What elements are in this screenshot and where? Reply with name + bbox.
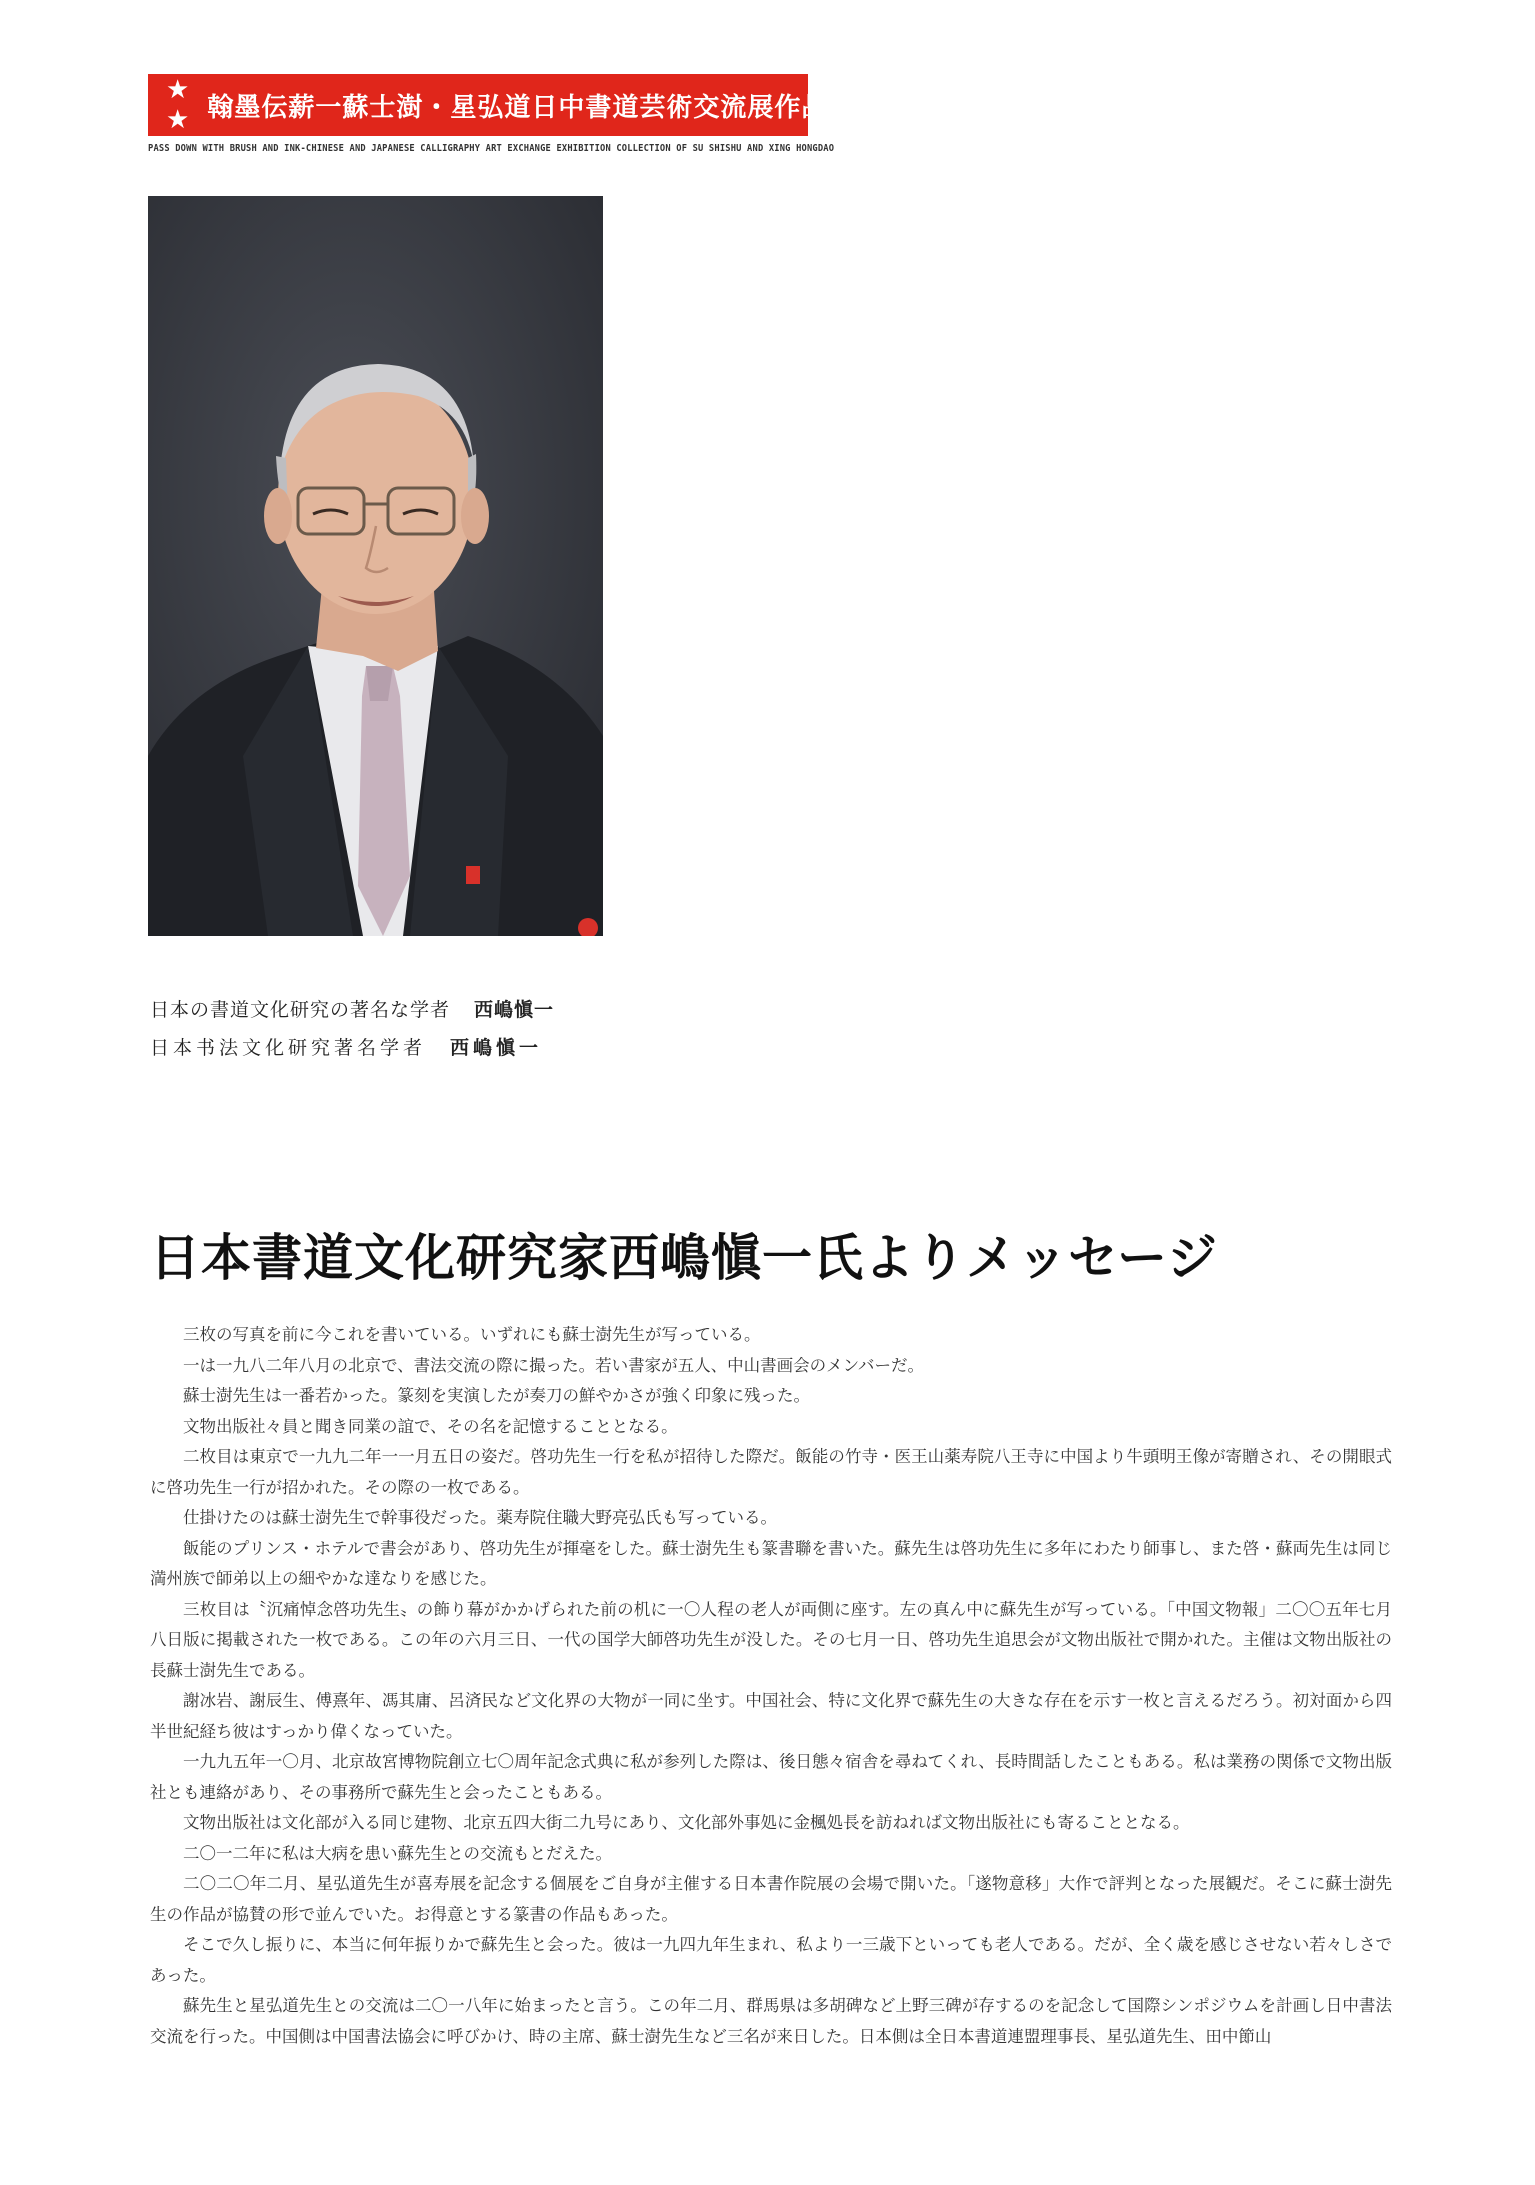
caption-name: 西嶋愼一 [474, 999, 555, 1021]
paragraph: 文物出版社は文化部が入る同じ建物、北京五四大街二九号にあり、文化部外事処に金楓処長を訪ねれば文物出版社にも寄ることとなる。 [183, 1813, 1190, 1832]
paragraph: 一は一九八二年八月の北京で、書法交流の際に撮った。若い書家が五人、中山書画会のメンバーだ。 [183, 1355, 925, 1375]
caption-role: 日本书法文化研究著名学者 [150, 1037, 427, 1059]
paragraph: 蘇士澍先生は一番若かった。篆刻を実演したが奏刀の鮮やかさが強く印象に残った。 [183, 1386, 810, 1405]
caption-chinese [150, 1033, 542, 1060]
article-heading: 日本書道文化研究家西嶋愼一氏よりメッセージ [150, 1228, 1218, 1287]
paragraph: そこで久し振りに、本当に何年振りかで蘇先生と会った。彼は一九四九年生まれ、私より一三歳下といっても老人である。だが、全く歳を感じさせない若々しさであった。 [150, 1935, 1392, 1985]
star-icon: ★ ★ [166, 75, 194, 135]
paragraph: 蘇先生と星弘道先生との交流は二〇一八年に始まったと言う。この年二月、群馬県は多胡碑など上野三碑が存するのを記念して国際シンポジウムを計画し日中書法交流を行った。中国側は中国書法協会に呼びかけ、時の主席、蘇士澍先生など三名が来日した。日本側は全日本書道連盟理事長、星弘道先生、田中節山 [150, 1996, 1392, 2046]
article-body [150, 1320, 1392, 2052]
paragraph: 二〇二〇年二月、星弘道先生が喜寿展を記念する個展をご自身が主催する日本書作院展の会場で開いた。「遂物意移」大作で評判となった展観だ。そこに蘇士澍先生の作品が協賛の形で並んでいた。お得意とする篆書の作品もあった。 [150, 1874, 1392, 1924]
book-title: 翰墨伝薪一蘇士澍・星弘道日中書道芸術交流展作品集 [207, 92, 856, 123]
portrait-illustration [148, 196, 603, 936]
paragraph: 謝冰岩、謝辰生、傅熹年、馮其庸、呂済民など文化界の大物が一同に坐す。中国社会、特に文化界で蘇先生の大きな存在を示す一枚と言えるだろう。初対面から四半世紀経ち彼はすっかり偉くなっていた。 [150, 1691, 1392, 1741]
paragraph: 文物出版社々員と聞き同業の誼で、その名を記憶することとなる。 [183, 1416, 678, 1436]
paragraph: 三枚目は〝沉痛悼念啓功先生〟の飾り幕がかかげられた前の机に一〇人程の老人が両側に座す。左の真ん中に蘇先生が写っている。「中国文物報」二〇〇五年七月八日版に掲載された一枚である。この年の六月三日、一代の国学大師啓功先生が没した。その七月一日、啓功先生追思会が文物出版社で開かれた。主催は文物出版社の長蘇士澍先生である。 [150, 1599, 1392, 1680]
paragraph: 二枚目は東京で一九九二年一一月五日の姿だ。啓功先生一行を私が招待した際だ。飯能の竹寺・医王山薬寿院八王寺に中国より牛頭明王像が寄贈され、その開眼式に啓功先生一行が招かれた。その際の一枚である。 [150, 1447, 1392, 1497]
caption-role: 日本の書道文化研究の著名な学者 [150, 999, 451, 1021]
caption-name: 西嶋愼一 [450, 1037, 543, 1059]
portrait-photo [148, 196, 603, 936]
paragraph: 三枚の写真を前に今これを書いている。いずれにも蘇士澍先生が写っている。 [183, 1325, 761, 1344]
paragraph: 一九九五年一〇月、北京故宮博物院創立七〇周年記念式典に私が参列した際は、後日態々宿舎を尋ねてくれ、長時間話したこともある。私は業務の関係で文物出版社とも連絡があり、その事務所で蘇先生と会ったこともある。 [150, 1752, 1392, 1802]
paragraph: 仕掛けたのは蘇士澍先生で幹事役だった。薬寿院住職大野亮弘氏も写っている。 [183, 1508, 777, 1527]
paragraph: 二〇一二年に私は大病を患い蘇先生との交流もとだえた。 [183, 1843, 612, 1863]
header-banner [148, 74, 856, 136]
english-subtitle: PASS DOWN WITH BRUSH AND INK-CHINESE AND JAPANESE CALLIGRAPHY ART EXCHANGE EXHIBITION COLLECTION OF SU SHISHU AND XING HONGDAO [148, 143, 835, 154]
caption-japanese [150, 995, 554, 1022]
paragraph: 飯能のプリンス・ホテルで書会があり、啓功先生が揮毫をした。蘇士澍先生も篆書聯を書いた。蘇先生は啓功先生に多年にわたり師事し、また啓・蘇両先生は同じ満州族で師弟以上の細やかな達なりを感じた。 [150, 1538, 1392, 1588]
